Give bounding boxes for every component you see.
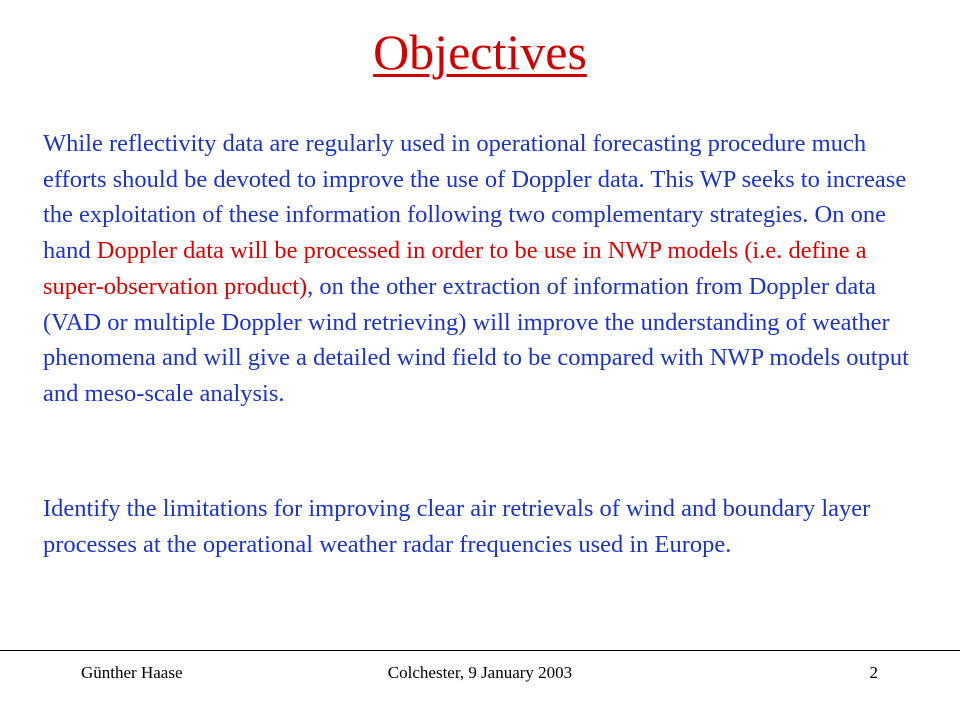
slide-title: Objectives bbox=[373, 24, 587, 80]
objective-paragraph-2: Identify the limitations for improving clear air retrievals of wind and boundary layer processes at the operational weather radar frequencies used in Europe. bbox=[43, 495, 871, 558]
paragraph-1-highlight: Doppler data will be processed in order to be use in NWP models (i.e. define a super-observation product) bbox=[43, 237, 867, 300]
paragraph-1-part-2: , on the other extraction of information from Doppler data (VAD or multiple Doppler wind retrieving) will improve the understanding of weather phenomena and will give a detailed wind field to be compared with NWP models output and meso-scale analysis. bbox=[43, 272, 909, 407]
footer-divider bbox=[0, 650, 960, 651]
footer-event: Colchester, 9 January 2003 bbox=[387, 663, 573, 682]
footer-page-number: 2 bbox=[869, 663, 878, 682]
paragraph-1-part-1: While reflectivity data are regularly used in operational forecasting procedure much efforts should be devoted to improve the use of Doppler data. This WP seeks to increase the exploitation of these information following two complementary strategies. On one hand bbox=[43, 130, 907, 265]
footer-author: Günther Haase bbox=[81, 663, 183, 682]
objective-paragraph-1 bbox=[43, 126, 933, 412]
